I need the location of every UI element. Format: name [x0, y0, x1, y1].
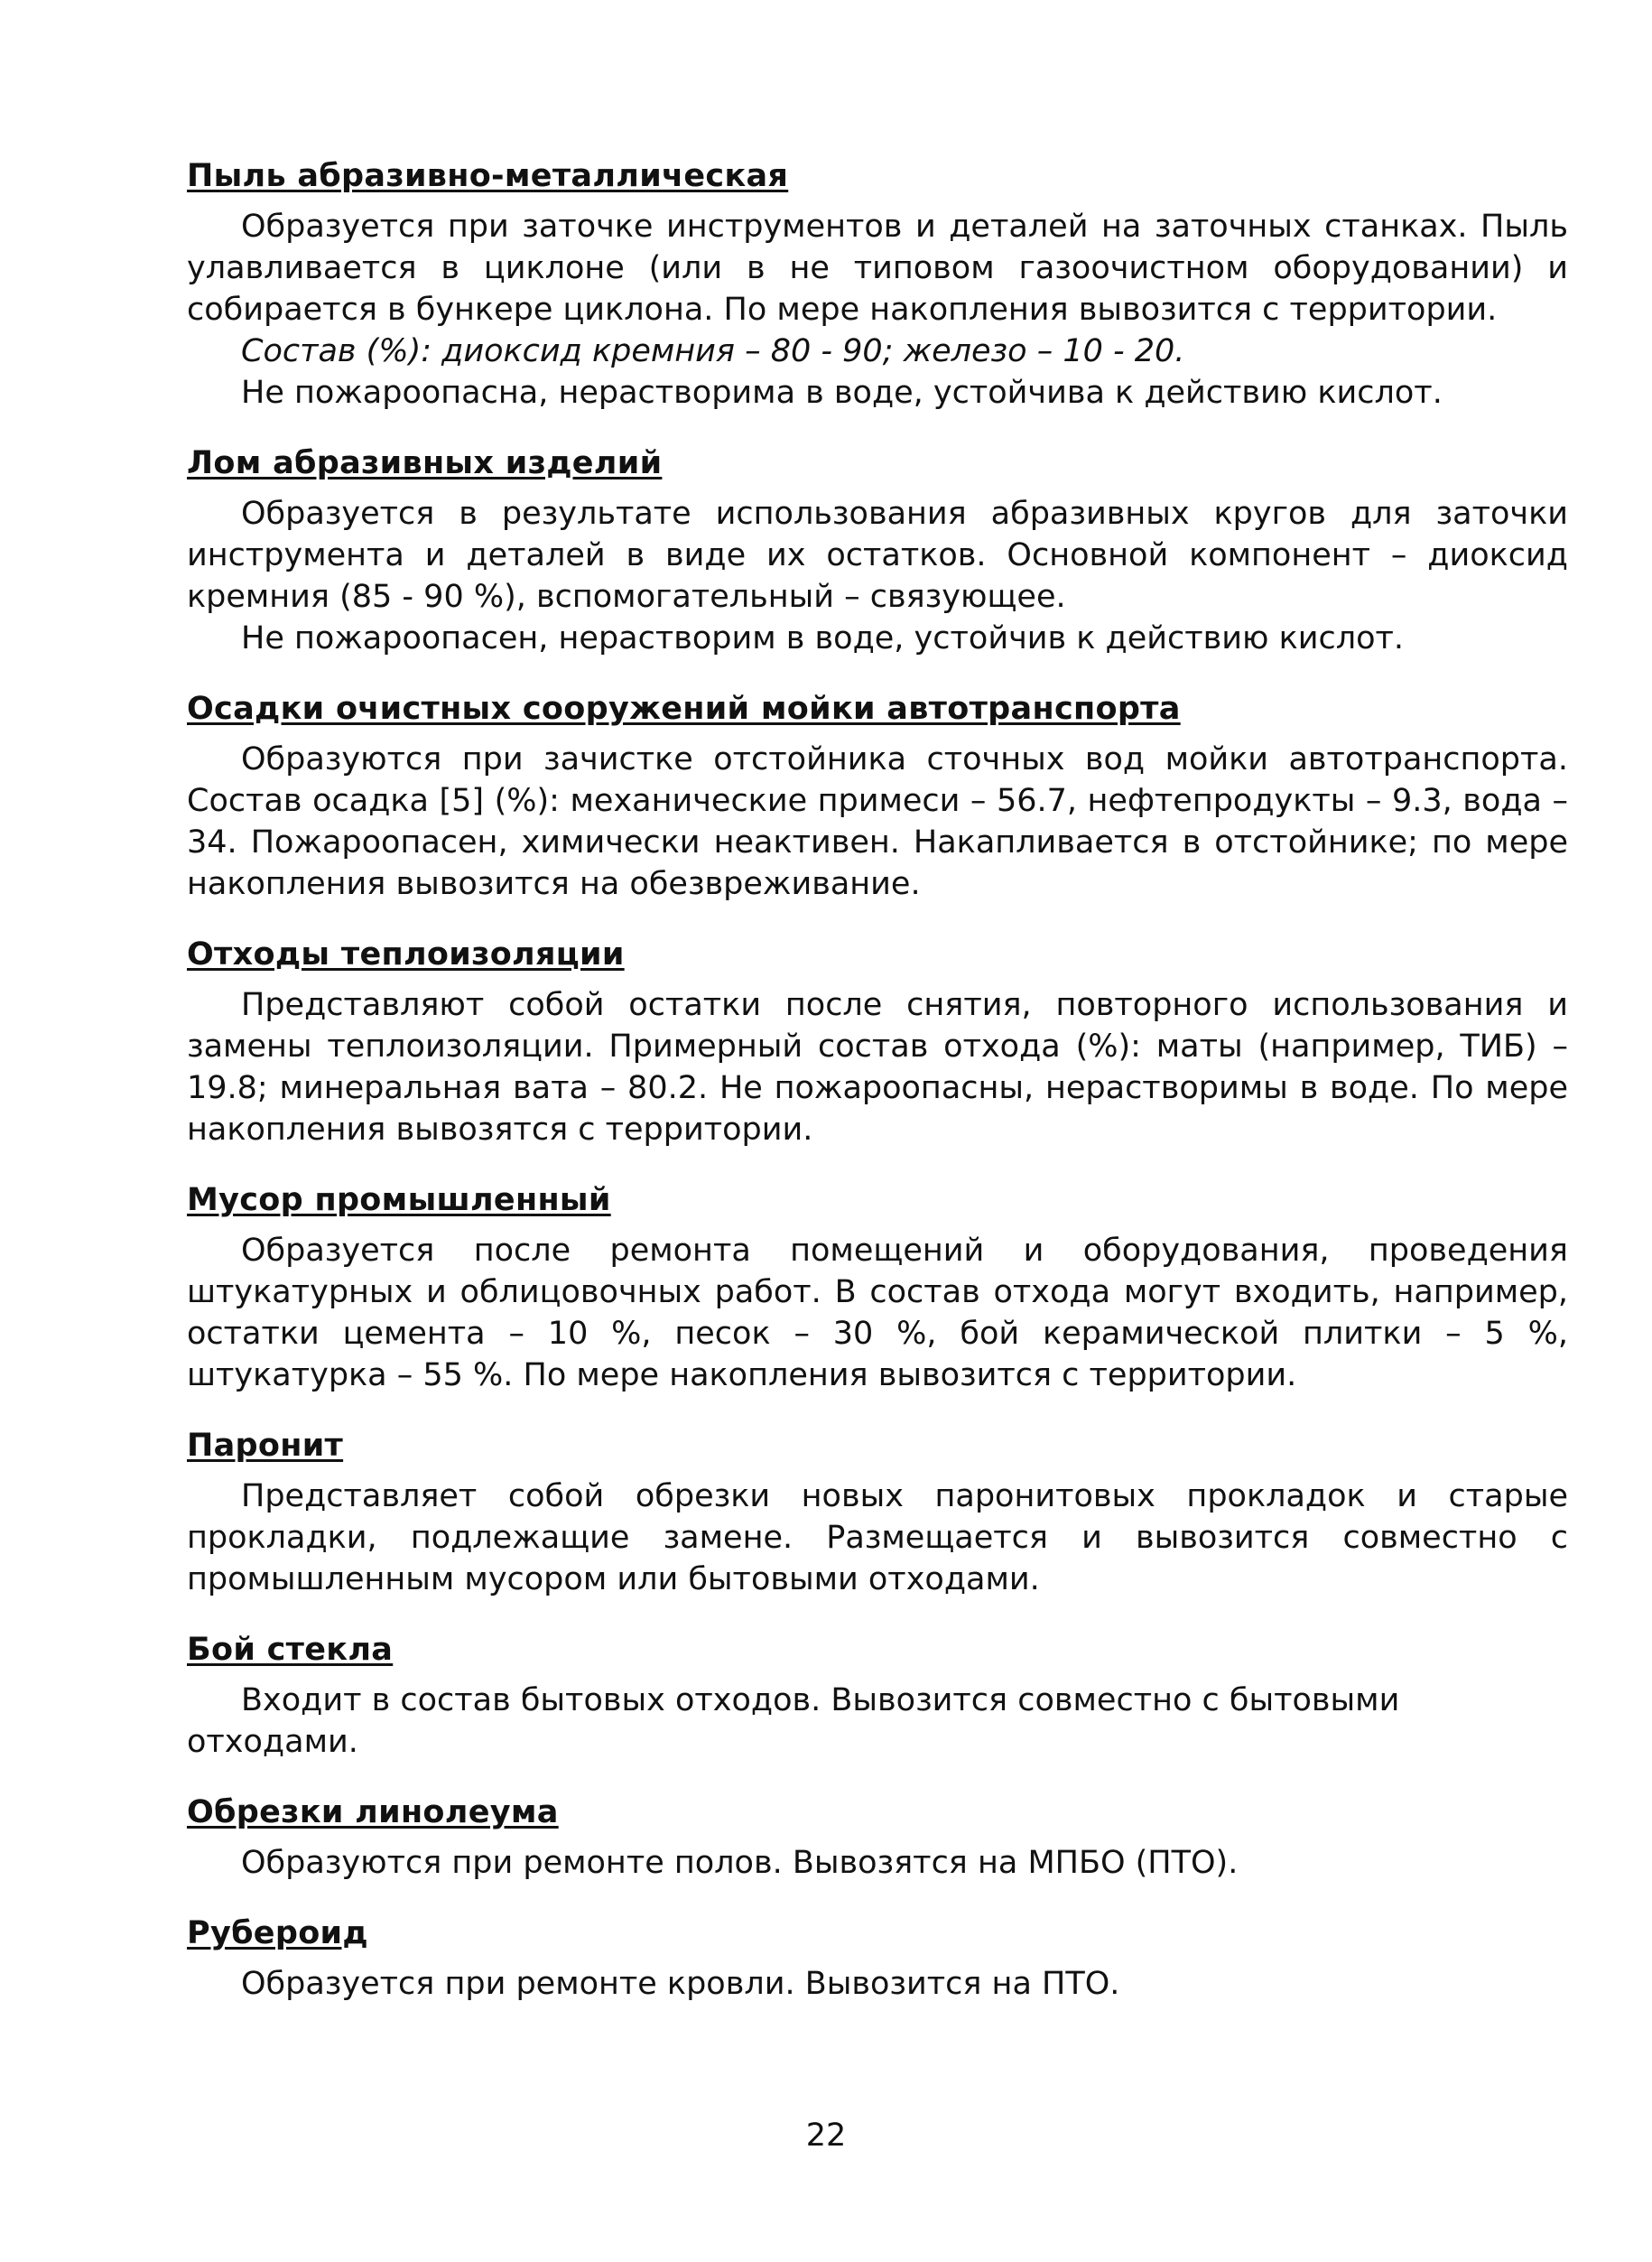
section-glass-breakage [187, 1629, 1568, 1763]
section-heading: Паронит [187, 1428, 344, 1464]
paragraph: Образуются при зачистке отстойника сточных вод мойки автотранспорта. Состав осадка [5] (%): механические примеси – 56.7, нефтепродукты – 9.3, вода – 34. Пожароопасен, химически неактивен. Накапливается в отстойнике; по мере накопления вывозится на обезвреживание. [187, 741, 1568, 902]
section-heading: Мусор промышленный [187, 1182, 611, 1218]
paragraph: Образуется при заточке инструментов и деталей на заточных станках. Пыль улавливается в циклоне (или в не типовом газоочистном оборудовании) и собирается в бункере циклона. По мере накопления вывозится с территории. [187, 209, 1568, 328]
paragraph: Представляют собой остатки после снятия, повторного использования и замены теплоизоляции. Примерный состав отхода (%): маты (например, ТИБ) – 19.8; минеральная вата – 80.2. Не пожароопасны, нерастворимы в воде. По мере накопления вывозятся с территории. [187, 987, 1568, 1148]
page-number: 22 [805, 2118, 847, 2154]
section-paronite [187, 1425, 1568, 1600]
section-industrial-trash [187, 1179, 1568, 1396]
section-heading: Рубероид [187, 1915, 368, 1951]
paragraph: Образуется при ремонте кровли. Вывозится на ПТО. [241, 1966, 1120, 2002]
section-heading: Лом абразивных изделий [187, 445, 663, 481]
section-abrasive-dust [187, 155, 1568, 414]
section-car-wash-sediment [187, 688, 1568, 905]
paragraph: Образуется после ремонта помещений и оборудования, проведения штукатурных и облицовочных работ. В состав отхода могут входить, например, остатки цемента – 10 %, песок – 30 %, бой керамической плитки – 5 %, штукатурка – 55 %. По мере накопления вывозится с территории. [187, 1233, 1568, 1393]
section-heading: Осадки очистных сооружений мойки автотранспорта [187, 691, 1181, 727]
paragraph: Представляет собой обрезки новых паронитовых прокладок и старые прокладки, подлежащие замене. Размещается и вывозится совместно с промышленным мусором или бытовыми отходами. [187, 1478, 1568, 1597]
section-roofing-felt [187, 1913, 1568, 2005]
paragraph: Не пожароопасен, нерастворим в воде, устойчив к действию кислот. [241, 620, 1405, 656]
section-abrasive-scrap [187, 442, 1568, 659]
section-insulation-waste [187, 934, 1568, 1150]
section-heading: Бой стекла [187, 1632, 394, 1668]
paragraph: Образуется в результате использования абразивных кругов для заточки инструмента и деталей в виде их остатков. Основной компонент – диоксид кремния (85 - 90 %), вспомогательный – связующее. [187, 496, 1568, 615]
section-heading: Отходы теплоизоляции [187, 936, 625, 973]
document-page [187, 155, 1568, 2034]
section-linoleum-scraps [187, 1792, 1568, 1884]
paragraph: Образуются при ремонте полов. Вывозятся на МПБО (ПТО). [241, 1845, 1239, 1881]
section-heading: Обрезки линолеума [187, 1794, 559, 1830]
paragraph: Состав (%): диоксид кремния – 80 - 90; железо – 10 - 20. [241, 333, 1185, 369]
paragraph: Входит в состав бытовых отходов. Вывозится совместно с бытовыми отходами. [187, 1682, 1400, 1760]
section-heading: Пыль абразивно-металлическая [187, 158, 789, 194]
paragraph: Не пожароопасна, нерастворима в воде, устойчива к действию кислот. [241, 375, 1443, 411]
